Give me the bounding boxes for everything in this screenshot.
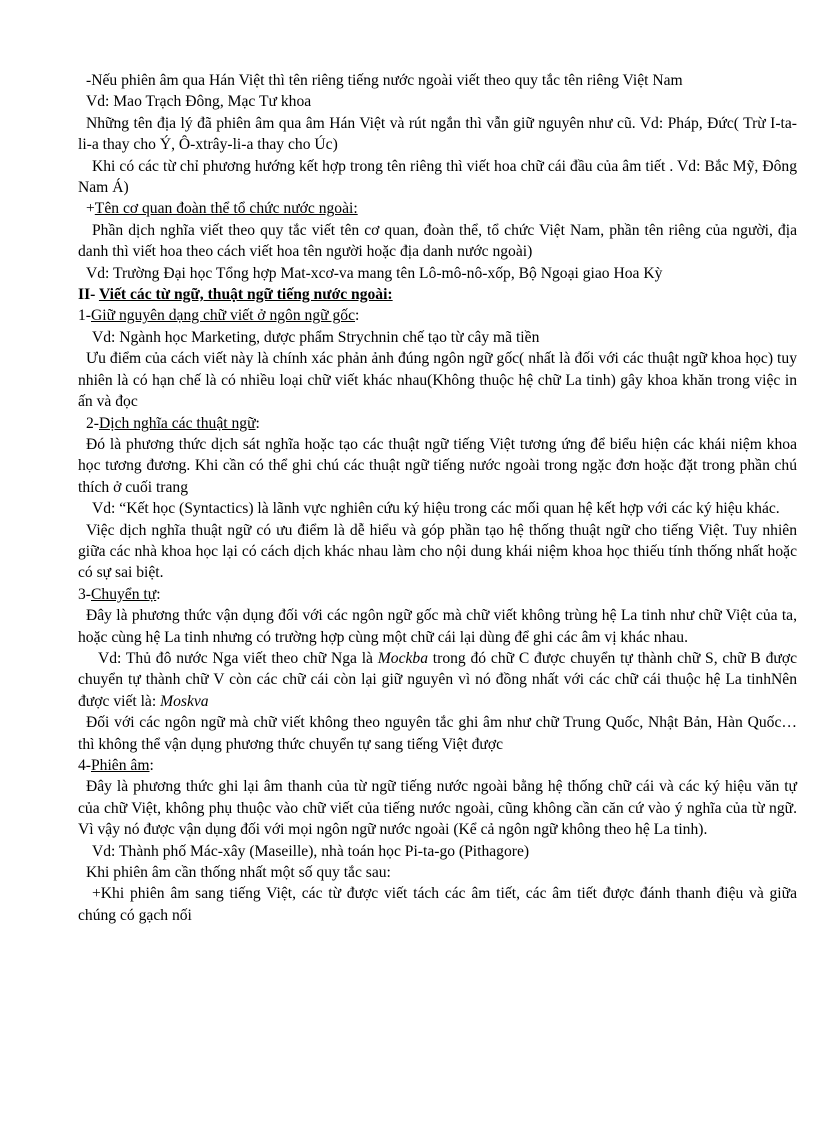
paragraph-10: Vd: Ngành học Marketing, dược phẩm Strychnin chế tạo từ cây mã tiền [92,328,540,346]
paragraph-18: Vd: Thủ đô nước Nga viết theo chữ Nga là Mockba trong đó chữ C được chuyển tự thành chữ S, chữ B được chuyển tự thành chữ V còn các chữ cái còn lại giữ nguyên vì nó đồng nhất với các chữ cái thuộc hệ La tinhNên được viết là: Moskva [78,649,797,710]
paragraph-6: Phần dịch nghĩa viết theo quy tắc viết tên cơ quan, đoàn thể, tổ chức Việt Nam, phần tên riêng của người, địa danh thì viết hoa theo cách viết hoa tên người hoặc địa danh nước ngoài) [78,221,797,261]
paragraph-11: Ưu điểm của cách viết này là chính xác phản ảnh đúng ngôn ngữ gốc( nhất là đối với các thuật ngữ khoa học) tuy nhiên là có hạn chế là có nhiều loại chữ viết khác nhau(Không thuộc hệ chữ La tinh) gây khoa khăn trong việc in ấn và đọc [78,350,797,411]
paragraph-2: Vd: Mao Trạch Đông, Mạc Tư khoa [86,93,312,111]
paragraph-15: Việc dịch nghĩa thuật ngữ có ưu điểm là dễ hiểu và góp phần tạo hệ thống thuật ngữ cho tiếng Việt. Tuy nhiên giữa các nhà khoa học lại có cách dịch khác nhau làm cho nội dung khái niệm khoa học thiếu tính thống nhất hoặc có sự sai biệt. [78,521,797,582]
paragraph-17: Đây là phương thức vận dụng đối với các ngôn ngữ gốc mà chữ viết không trùng hệ La tinh như chữ Việt của ta, hoặc cùng hệ La tinh nhưng có trường hợp cùng một chữ cái lại dùng để ghi các âm vị khác nhau. [78,607,797,646]
paragraph-1: -Nếu phiên âm qua Hán Việt thì tên riêng tiếng nước ngoài viết theo quy tắc tên riêng Việt Nam [86,72,683,89]
paragraph-21: Đây là phương thức ghi lại âm thanh của từ ngữ tiếng nước ngoài bằng hệ thống chữ cái và các ký hiệu văn tự của chữ Việt, không phụ thuộc vào chữ viết của tiếng nước ngoài, cũng không cần căn cứ vào ý nghĩa của từ ngữ. Vì vậy nó được vận dụng đối với mọi ngôn ngữ nước ngoài (Kể cả ngôn ngữ không theo hệ La tinh). [78,778,797,839]
paragraph-7: Vd: Trường Đại học Tổng hợp Mat-xcơ-va mang tên Lô-mô-nô-xốp, Bộ Ngoại giao Hoa Kỳ [86,264,663,282]
paragraph-13: Đó là phương thức dịch sát nghĩa hoặc tạo các thuật ngữ tiếng Việt tương ứng để biểu hiện các khái niệm khoa học tương đương. Khi cần có thể ghi chú các thuật ngữ tiếng nước ngoài trong ngặc đơn hoặc đặt trong phần chú thích ở cuối trang [78,435,797,496]
subheading-2: 2-Dịch nghĩa các thuật ngữ: [86,414,260,432]
paragraph-24: +Khi phiên âm sang tiếng Việt, các từ được viết tách các âm tiết, các âm tiết được đánh thanh điệu và giữa chúng có gạch nối [78,885,797,924]
paragraph-23: Khi phiên âm cần thống nhất một số quy tắc sau: [86,864,391,882]
paragraph-3: Những tên địa lý đã phiên âm qua âm Hán Việt và rút ngắn thì vẫn giữ nguyên như cũ. Vd: Pháp, Đức( Trừ I-ta-li-a thay cho Ý, Ô-xtrây-li-a thay cho Úc) [78,114,797,154]
subheading-3: 3-Chuyển tự: [78,585,161,603]
paragraph-14: Vd: “Kết học (Syntactics) là lãnh vực nghiên cứu ký hiệu trong các mối quan hệ kết hợp với các ký hiệu khác. [92,500,780,518]
subheading-4: 4-Phiên âm: [78,757,154,774]
paragraph-4: Khi có các từ chỉ phương hướng kết hợp trong tên riêng thì viết hoa chữ cái đầu của âm tiết . Vd: Bắc Mỹ, Đông Nam Á) [78,157,797,197]
paragraph-19: Đối với các ngôn ngữ mà chữ viết không theo nguyên tắc ghi âm như chữ Trung Quốc, Nhật Bản, Hàn Quốc… thì không thể vận dụng phương thức chuyển tự sang tiếng Việt được [78,714,797,753]
document-page [78,70,797,926]
paragraph-22: Vd: Thành phố Mác-xây (Maseille), nhà toán học Pi-ta-go (Pithagore) [92,842,530,860]
section-heading-ii: II- Viết các từ ngữ, thuật ngữ tiếng nước ngoài: [78,286,393,304]
subheading-1: 1-Giữ nguyên dạng chữ viết ở ngôn ngữ gốc: [78,307,360,325]
section-heading-organizations: +Tên cơ quan đoàn thể tổ chức nước ngoài: [86,200,358,218]
